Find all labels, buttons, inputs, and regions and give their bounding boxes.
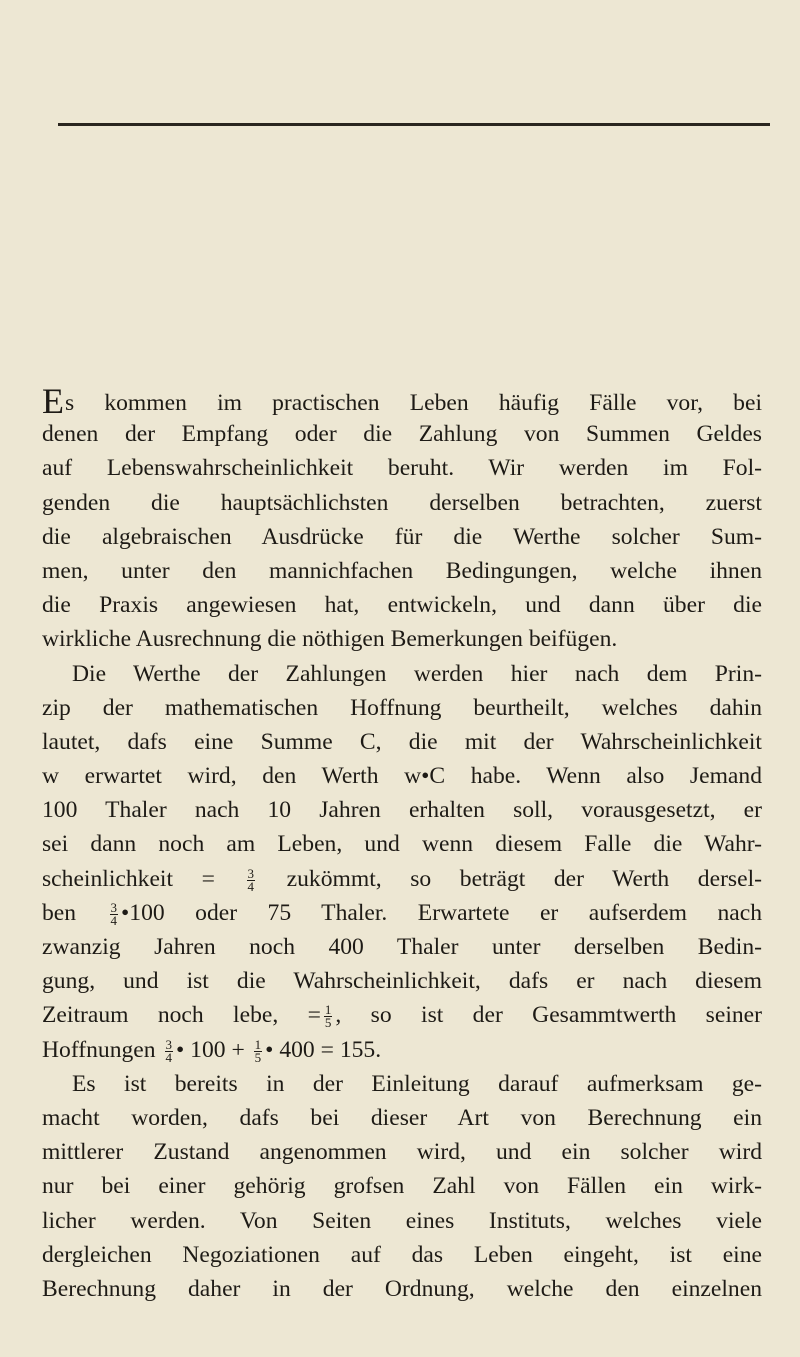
fraction-one-fifth bbox=[254, 1036, 263, 1065]
fraction-one-fifth bbox=[324, 1004, 333, 1029]
text-segment: • 100 + bbox=[176, 1036, 245, 1063]
text-line: Es ist bereits in der Einleitung darauf aufmerksam ge- bbox=[72, 1070, 762, 1097]
text-line bbox=[42, 896, 762, 930]
text-segment: scheinlichkeit = bbox=[42, 865, 215, 892]
text-line: macht worden, dafs bei dieser Art von Berechnung ein bbox=[42, 1104, 762, 1131]
fraction-numerator: 1 bbox=[324, 1002, 332, 1018]
text-segment: ben bbox=[42, 899, 77, 926]
fraction-three-quarters bbox=[110, 899, 119, 928]
text-line: mittlerer Zustand angenommen wird, und ein solcher wird bbox=[42, 1139, 762, 1166]
fraction-denominator: 4 bbox=[247, 878, 255, 894]
text-line: auf Lebenswahrscheinlichkeit beruht. Wir werden im Fol- bbox=[42, 455, 762, 482]
text-line: Die Werthe der Zahlungen werden hier nach dem Prin- bbox=[72, 660, 762, 687]
text-line: zwanzig Jahren noch 400 Thaler unter derselben Bedin- bbox=[42, 934, 762, 960]
text-line: Berechnung daher in der Ordnung, welche den einzelnen bbox=[42, 1275, 762, 1302]
text-segment: Hoffnungen bbox=[42, 1036, 156, 1063]
text-line: genden die hauptsächlichsten derselben betrachten, zuerst bbox=[42, 489, 762, 516]
drop-cap: E bbox=[42, 381, 64, 421]
text-segment: s kommen im practischen Leben häufig Fälle vor, bei bbox=[65, 390, 762, 416]
text-line: w erwartet wird, den Werth w•C habe. Wenn also Jemand bbox=[42, 763, 762, 790]
text-line: dergleichen Negoziationen auf das Leben eingeht, ist eine bbox=[42, 1241, 762, 1268]
text-line bbox=[42, 998, 762, 1032]
fraction-three-quarters bbox=[165, 1036, 174, 1065]
text-line: gung, und ist die Wahrscheinlichkeit, dafs er nach diesem bbox=[42, 968, 762, 995]
page-text bbox=[42, 383, 762, 1306]
fraction-numerator: 3 bbox=[110, 899, 118, 915]
fraction-denominator: 4 bbox=[110, 912, 118, 928]
text-line bbox=[42, 862, 762, 896]
fraction-denominator: 5 bbox=[254, 1049, 262, 1065]
text-line: die Praxis angewiesen hat, entwickeln, und dann über die bbox=[42, 592, 762, 619]
text-line: wirkliche Ausrechnung die nöthigen Bemerkungen beifügen. bbox=[42, 626, 618, 653]
text-line: die algebraischen Ausdrücke für die Werthe solcher Sum- bbox=[42, 523, 762, 550]
text-segment: •100 oder 75 Thaler. Erwartete er aufserdem nach bbox=[121, 899, 762, 926]
text-line: denen der Empfang oder die Zahlung von Summen Geldes bbox=[42, 421, 762, 448]
text-segment: • 400 = 155. bbox=[265, 1036, 382, 1063]
text-segment: , so ist der Gesammtwerth seiner bbox=[335, 1002, 763, 1029]
text-segment: zukömmt, so beträgt der Werth dersel- bbox=[286, 865, 762, 892]
text-line: lautet, dafs eine Summe C, die mit der Wahrscheinlichkeit bbox=[42, 728, 762, 755]
text-line: licher werden. Von Seiten eines Instituts, welches viele bbox=[42, 1207, 762, 1234]
top-rule bbox=[58, 123, 770, 126]
text-line: men, unter den mannichfachen Bedingungen, welche ihnen bbox=[42, 557, 762, 584]
text-line bbox=[42, 381, 762, 421]
text-segment: Zeitraum noch lebe, = bbox=[42, 1002, 321, 1029]
text-line bbox=[42, 1033, 762, 1067]
text-line: 100 Thaler nach 10 Jahren erhalten soll, vorausgesetzt, er bbox=[42, 797, 762, 824]
text-line: nur bei einer gehörig grofsen Zahl von Fällen ein wirk- bbox=[42, 1173, 762, 1200]
fraction-three-quarters bbox=[247, 865, 256, 894]
fraction-denominator: 5 bbox=[324, 1015, 332, 1031]
fraction-numerator: 3 bbox=[165, 1036, 172, 1052]
fraction-numerator: 3 bbox=[247, 865, 255, 881]
fraction-numerator: 1 bbox=[254, 1036, 262, 1052]
text-line: sei dann noch am Leben, und wenn diesem Falle die Wahr- bbox=[42, 831, 762, 858]
text-line: zip der mathematischen Hoffnung beurtheilt, welches dahin bbox=[42, 694, 762, 721]
fraction-denominator: 4 bbox=[165, 1049, 172, 1065]
